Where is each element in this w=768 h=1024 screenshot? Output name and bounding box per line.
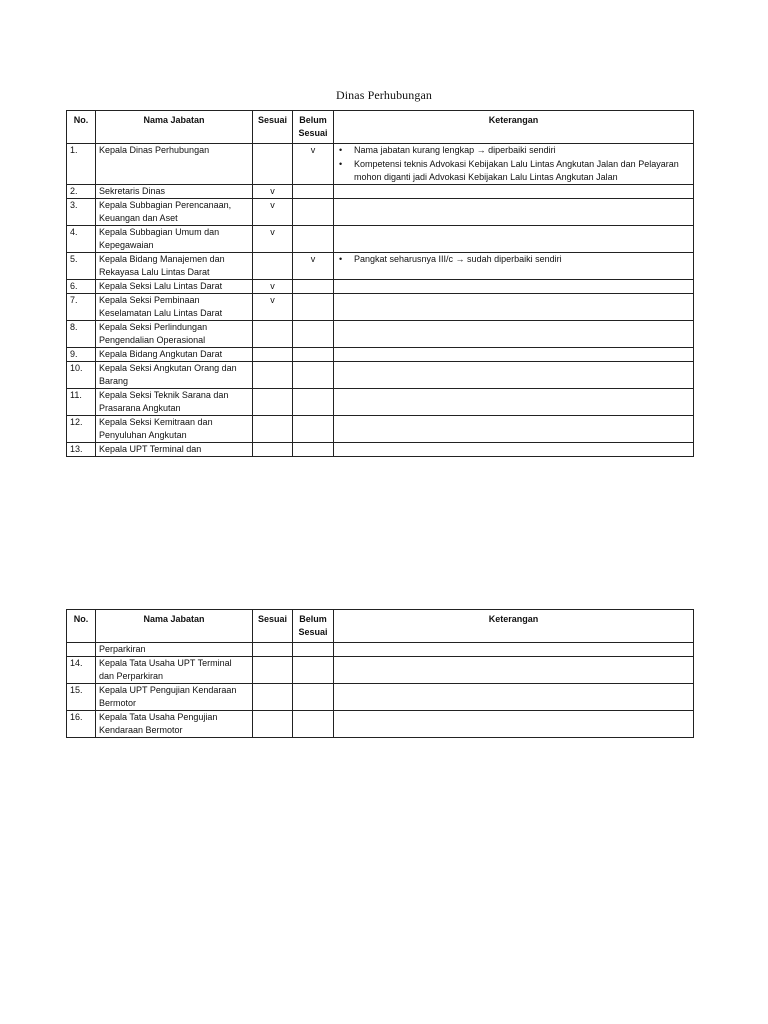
- keterangan-cell: [334, 321, 694, 348]
- belum-sesuai-mark: [293, 280, 334, 294]
- position-name: Kepala UPT Pengujian Kendaraan Bermotor: [96, 684, 253, 711]
- table-row: [67, 657, 694, 684]
- row-number: 5.: [67, 253, 96, 280]
- header-keterangan: Keterangan: [334, 610, 694, 643]
- position-name: Kepala Seksi Teknik Sarana dan Prasarana Angkutan: [96, 389, 253, 416]
- position-name: Kepala Bidang Manajemen dan Rekayasa Lalu Lintas Darat: [96, 253, 253, 280]
- sesuai-mark: v: [253, 226, 293, 253]
- row-number: 8.: [67, 321, 96, 348]
- sesuai-mark: [253, 321, 293, 348]
- sesuai-mark: [253, 253, 293, 280]
- belum-sesuai-mark: [293, 348, 334, 362]
- row-number: 3.: [67, 199, 96, 226]
- header-nama-jabatan: Nama Jabatan: [96, 111, 253, 144]
- keterangan-cell: [334, 348, 694, 362]
- row-number: 16.: [67, 711, 96, 738]
- sesuai-mark: v: [253, 199, 293, 226]
- table-row: [67, 711, 694, 738]
- keterangan-cell: [334, 657, 694, 684]
- table-row: [67, 199, 694, 226]
- belum-sesuai-mark: [293, 443, 334, 457]
- position-name: Kepala Seksi Lalu Lintas Darat: [96, 280, 253, 294]
- belum-sesuai-mark: [293, 199, 334, 226]
- belum-sesuai-mark: [293, 657, 334, 684]
- belum-sesuai-mark: v: [293, 144, 334, 185]
- keterangan-cell: [334, 389, 694, 416]
- belum-sesuai-mark: v: [293, 253, 334, 280]
- table-row: [67, 416, 694, 443]
- keterangan-cell: [334, 226, 694, 253]
- keterangan-cell: [334, 280, 694, 294]
- header-no: No.: [67, 111, 96, 144]
- table-row: [67, 185, 694, 199]
- position-name: Kepala Tata Usaha Pengujian Kendaraan Bermotor: [96, 711, 253, 738]
- keterangan-cell: [334, 253, 694, 280]
- table-row: [67, 443, 694, 457]
- keterangan-cell: [334, 643, 694, 657]
- row-number: 12.: [67, 416, 96, 443]
- sesuai-mark: [253, 416, 293, 443]
- sesuai-mark: [253, 657, 293, 684]
- keterangan-cell: [334, 684, 694, 711]
- note-item: • Kompetensi teknis Advokasi Kebijakan Lalu Lintas Angkutan Jalan dan Pelayaran mohon diganti jadi Advokasi Kebijakan Lalu Lintas Angkutan Jalan: [337, 158, 690, 184]
- row-number: 9.: [67, 348, 96, 362]
- sesuai-mark: [253, 144, 293, 185]
- header-sesuai: Sesuai: [253, 610, 293, 643]
- keterangan-cell: [334, 199, 694, 226]
- row-number: 15.: [67, 684, 96, 711]
- notes-list: [337, 144, 690, 184]
- note-item: • Pangkat seharusnya III/c → sudah diperbaiki sendiri: [337, 253, 690, 266]
- table-row: [67, 684, 694, 711]
- notes-list: [337, 253, 690, 266]
- table-row: [67, 294, 694, 321]
- row-number: 2.: [67, 185, 96, 199]
- sesuai-mark: [253, 443, 293, 457]
- position-name: Kepala Seksi Pembinaan Keselamatan Lalu Lintas Darat: [96, 294, 253, 321]
- header-no: No.: [67, 610, 96, 643]
- position-name: Kepala UPT Terminal dan: [96, 443, 253, 457]
- belum-sesuai-mark: [293, 321, 334, 348]
- table-row: [67, 348, 694, 362]
- row-number: 13.: [67, 443, 96, 457]
- sesuai-mark: [253, 389, 293, 416]
- keterangan-cell: [334, 443, 694, 457]
- table-body: [67, 643, 694, 738]
- belum-sesuai-mark: [293, 185, 334, 199]
- note-item: • Nama jabatan kurang lengkap → diperbaiki sendiri: [337, 144, 690, 157]
- belum-sesuai-mark: [293, 684, 334, 711]
- table-row: [67, 280, 694, 294]
- belum-sesuai-mark: [293, 711, 334, 738]
- table-header-row: [67, 610, 694, 643]
- position-name: Kepala Tata Usaha UPT Terminal dan Perparkiran: [96, 657, 253, 684]
- position-name: Kepala Seksi Perlindungan Pengendalian Operasional: [96, 321, 253, 348]
- position-name: Kepala Subbagian Umum dan Kepegawaian: [96, 226, 253, 253]
- belum-sesuai-mark: [293, 362, 334, 389]
- sesuai-mark: [253, 711, 293, 738]
- keterangan-cell: [334, 711, 694, 738]
- table-row: [67, 226, 694, 253]
- row-number: 1.: [67, 144, 96, 185]
- position-name: Kepala Seksi Kemitraan dan Penyuluhan Angkutan: [96, 416, 253, 443]
- table-row: [67, 362, 694, 389]
- position-name: Sekretaris Dinas: [96, 185, 253, 199]
- table-row: [67, 253, 694, 280]
- sesuai-mark: v: [253, 280, 293, 294]
- header-belum-sesuai: Belum Sesuai: [293, 111, 334, 144]
- row-number: 4.: [67, 226, 96, 253]
- header-belum-sesuai: Belum Sesuai: [293, 610, 334, 643]
- position-name: Kepala Seksi Angkutan Orang dan Barang: [96, 362, 253, 389]
- table-row: [67, 389, 694, 416]
- sesuai-mark: [253, 348, 293, 362]
- belum-sesuai-mark: [293, 226, 334, 253]
- keterangan-cell: [334, 144, 694, 185]
- position-name: Kepala Dinas Perhubungan: [96, 144, 253, 185]
- row-number: 7.: [67, 294, 96, 321]
- row-number: 11.: [67, 389, 96, 416]
- sesuai-mark: [253, 684, 293, 711]
- header-nama-jabatan: Nama Jabatan: [96, 610, 253, 643]
- row-number: [67, 643, 96, 657]
- sesuai-mark: [253, 643, 293, 657]
- row-number: 6.: [67, 280, 96, 294]
- table-body: [67, 144, 694, 457]
- position-name: Kepala Subbagian Perencanaan, Keuangan dan Aset: [96, 199, 253, 226]
- row-number: 10.: [67, 362, 96, 389]
- keterangan-cell: [334, 416, 694, 443]
- header-keterangan: Keterangan: [334, 111, 694, 144]
- table-row: [67, 643, 694, 657]
- sesuai-mark: v: [253, 185, 293, 199]
- sesuai-mark: [253, 362, 293, 389]
- table-row: [67, 144, 694, 185]
- position-review-table-continued: [66, 609, 694, 738]
- belum-sesuai-mark: [293, 389, 334, 416]
- keterangan-cell: [334, 362, 694, 389]
- sesuai-mark: v: [253, 294, 293, 321]
- position-name: Kepala Bidang Angkutan Darat: [96, 348, 253, 362]
- position-name: Perparkiran: [96, 643, 253, 657]
- belum-sesuai-mark: [293, 294, 334, 321]
- position-review-table: [66, 110, 694, 457]
- belum-sesuai-mark: [293, 416, 334, 443]
- row-number: 14.: [67, 657, 96, 684]
- table-row: [67, 321, 694, 348]
- keterangan-cell: [334, 185, 694, 199]
- keterangan-cell: [334, 294, 694, 321]
- table-header-row: [67, 111, 694, 144]
- header-sesuai: Sesuai: [253, 111, 293, 144]
- belum-sesuai-mark: [293, 643, 334, 657]
- page-title: Dinas Perhubungan: [335, 88, 433, 102]
